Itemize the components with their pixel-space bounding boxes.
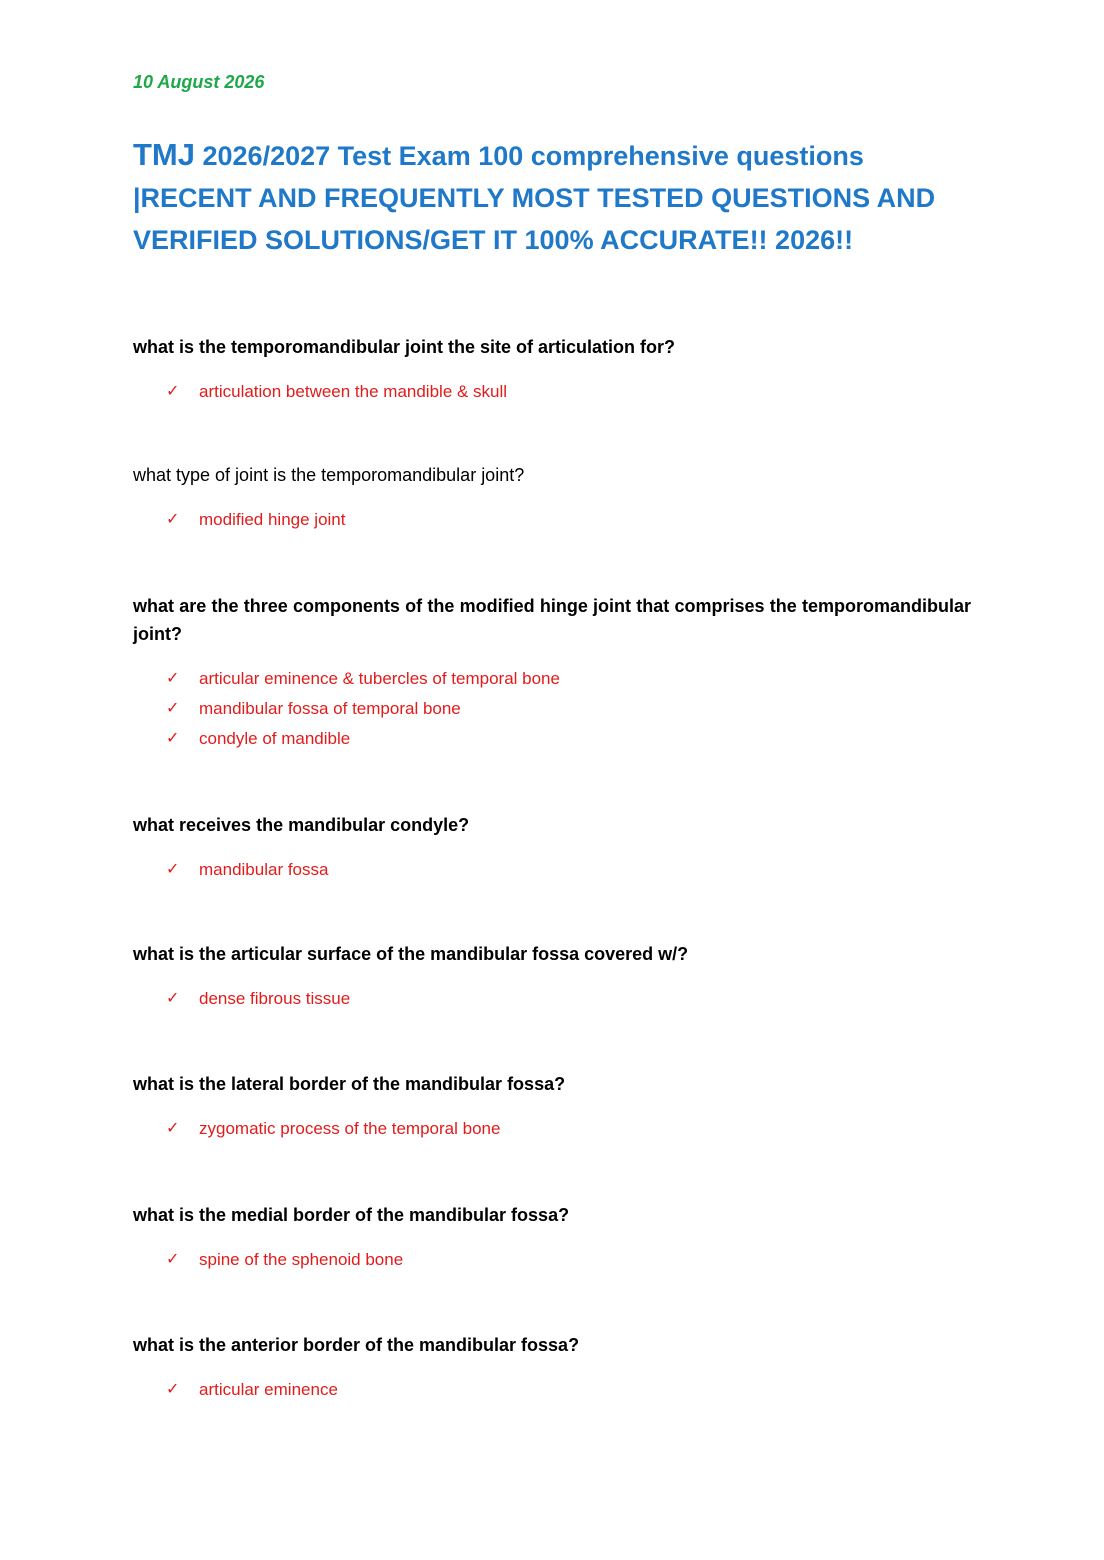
answer-text: condyle of mandible xyxy=(199,729,351,748)
answer-item xyxy=(133,664,971,694)
question-text: what is the medial border of the mandibular fossa? xyxy=(133,1205,570,1225)
checkmark-icon: ✓ xyxy=(166,1120,180,1137)
qa-item xyxy=(133,1331,971,1405)
question-text: what is the lateral border of the mandibular fossa? xyxy=(133,1074,566,1094)
document-date: 10 August 2026 xyxy=(133,72,265,92)
answer-item xyxy=(133,694,971,724)
answer-item xyxy=(133,724,971,754)
checkmark-icon: ✓ xyxy=(166,1251,180,1268)
answer-item xyxy=(133,984,971,1014)
answer-list xyxy=(133,855,971,885)
answer-text: articular eminence xyxy=(199,1380,338,1399)
checkmark-icon: ✓ xyxy=(166,990,180,1007)
checkmark-icon: ✓ xyxy=(166,700,180,717)
answer-text: modified hinge joint xyxy=(199,510,346,529)
answer-list xyxy=(133,1245,971,1275)
answer-text: dense fibrous tissue xyxy=(199,989,351,1008)
checkmark-icon: ✓ xyxy=(166,383,180,400)
answer-item xyxy=(133,855,971,885)
document-title xyxy=(133,134,973,261)
title-prefix: TMJ xyxy=(133,137,195,172)
question-text: what is the temporomandibular joint the site of articulation for? xyxy=(133,337,676,357)
answer-item xyxy=(133,377,971,407)
qa-item xyxy=(133,811,971,885)
checkmark-icon: ✓ xyxy=(166,670,180,687)
answer-item xyxy=(133,505,971,535)
qa-item xyxy=(133,333,971,407)
checkmark-icon: ✓ xyxy=(166,730,180,747)
answer-item xyxy=(133,1375,971,1405)
qa-item xyxy=(133,1070,971,1144)
answer-list xyxy=(133,377,971,407)
qa-item xyxy=(133,592,971,754)
question-text: what type of joint is the temporomandibular joint? xyxy=(133,465,525,485)
question-text: what are the three components of the modified hinge joint that comprises the temporomandibular joint? xyxy=(133,596,971,644)
answer-item xyxy=(133,1245,971,1275)
answer-list xyxy=(133,984,971,1014)
qa-item xyxy=(133,1201,971,1275)
answer-list xyxy=(133,505,971,535)
question-text: what is the articular surface of the mandibular fossa covered w/? xyxy=(133,944,689,964)
qa-item xyxy=(133,940,971,1014)
checkmark-icon: ✓ xyxy=(166,861,180,878)
qa-item xyxy=(133,461,971,535)
answer-text: mandibular fossa xyxy=(199,860,329,879)
checkmark-icon: ✓ xyxy=(166,511,180,528)
answer-list xyxy=(133,1375,971,1405)
answer-text: spine of the sphenoid bone xyxy=(199,1250,404,1269)
answer-text: articulation between the mandible & skull xyxy=(199,382,508,401)
answer-text: zygomatic process of the temporal bone xyxy=(199,1119,501,1138)
answer-text: articular eminence & tubercles of temporal bone xyxy=(199,669,560,688)
question-text: what receives the mandibular condyle? xyxy=(133,815,470,835)
answer-list xyxy=(133,1114,971,1144)
checkmark-icon: ✓ xyxy=(166,1381,180,1398)
title-text: 2026/2027 Test Exam 100 comprehensive questions |RECENT AND FREQUENTLY MOST TESTED QUESTIONS AND VERIFIED SOLUTIONS/GET IT 100% ACCURATE!! 2026!! xyxy=(133,141,936,255)
question-text: what is the anterior border of the mandibular fossa? xyxy=(133,1335,580,1355)
answer-list xyxy=(133,664,971,754)
answer-item xyxy=(133,1114,971,1144)
answer-text: mandibular fossa of temporal bone xyxy=(199,699,461,718)
